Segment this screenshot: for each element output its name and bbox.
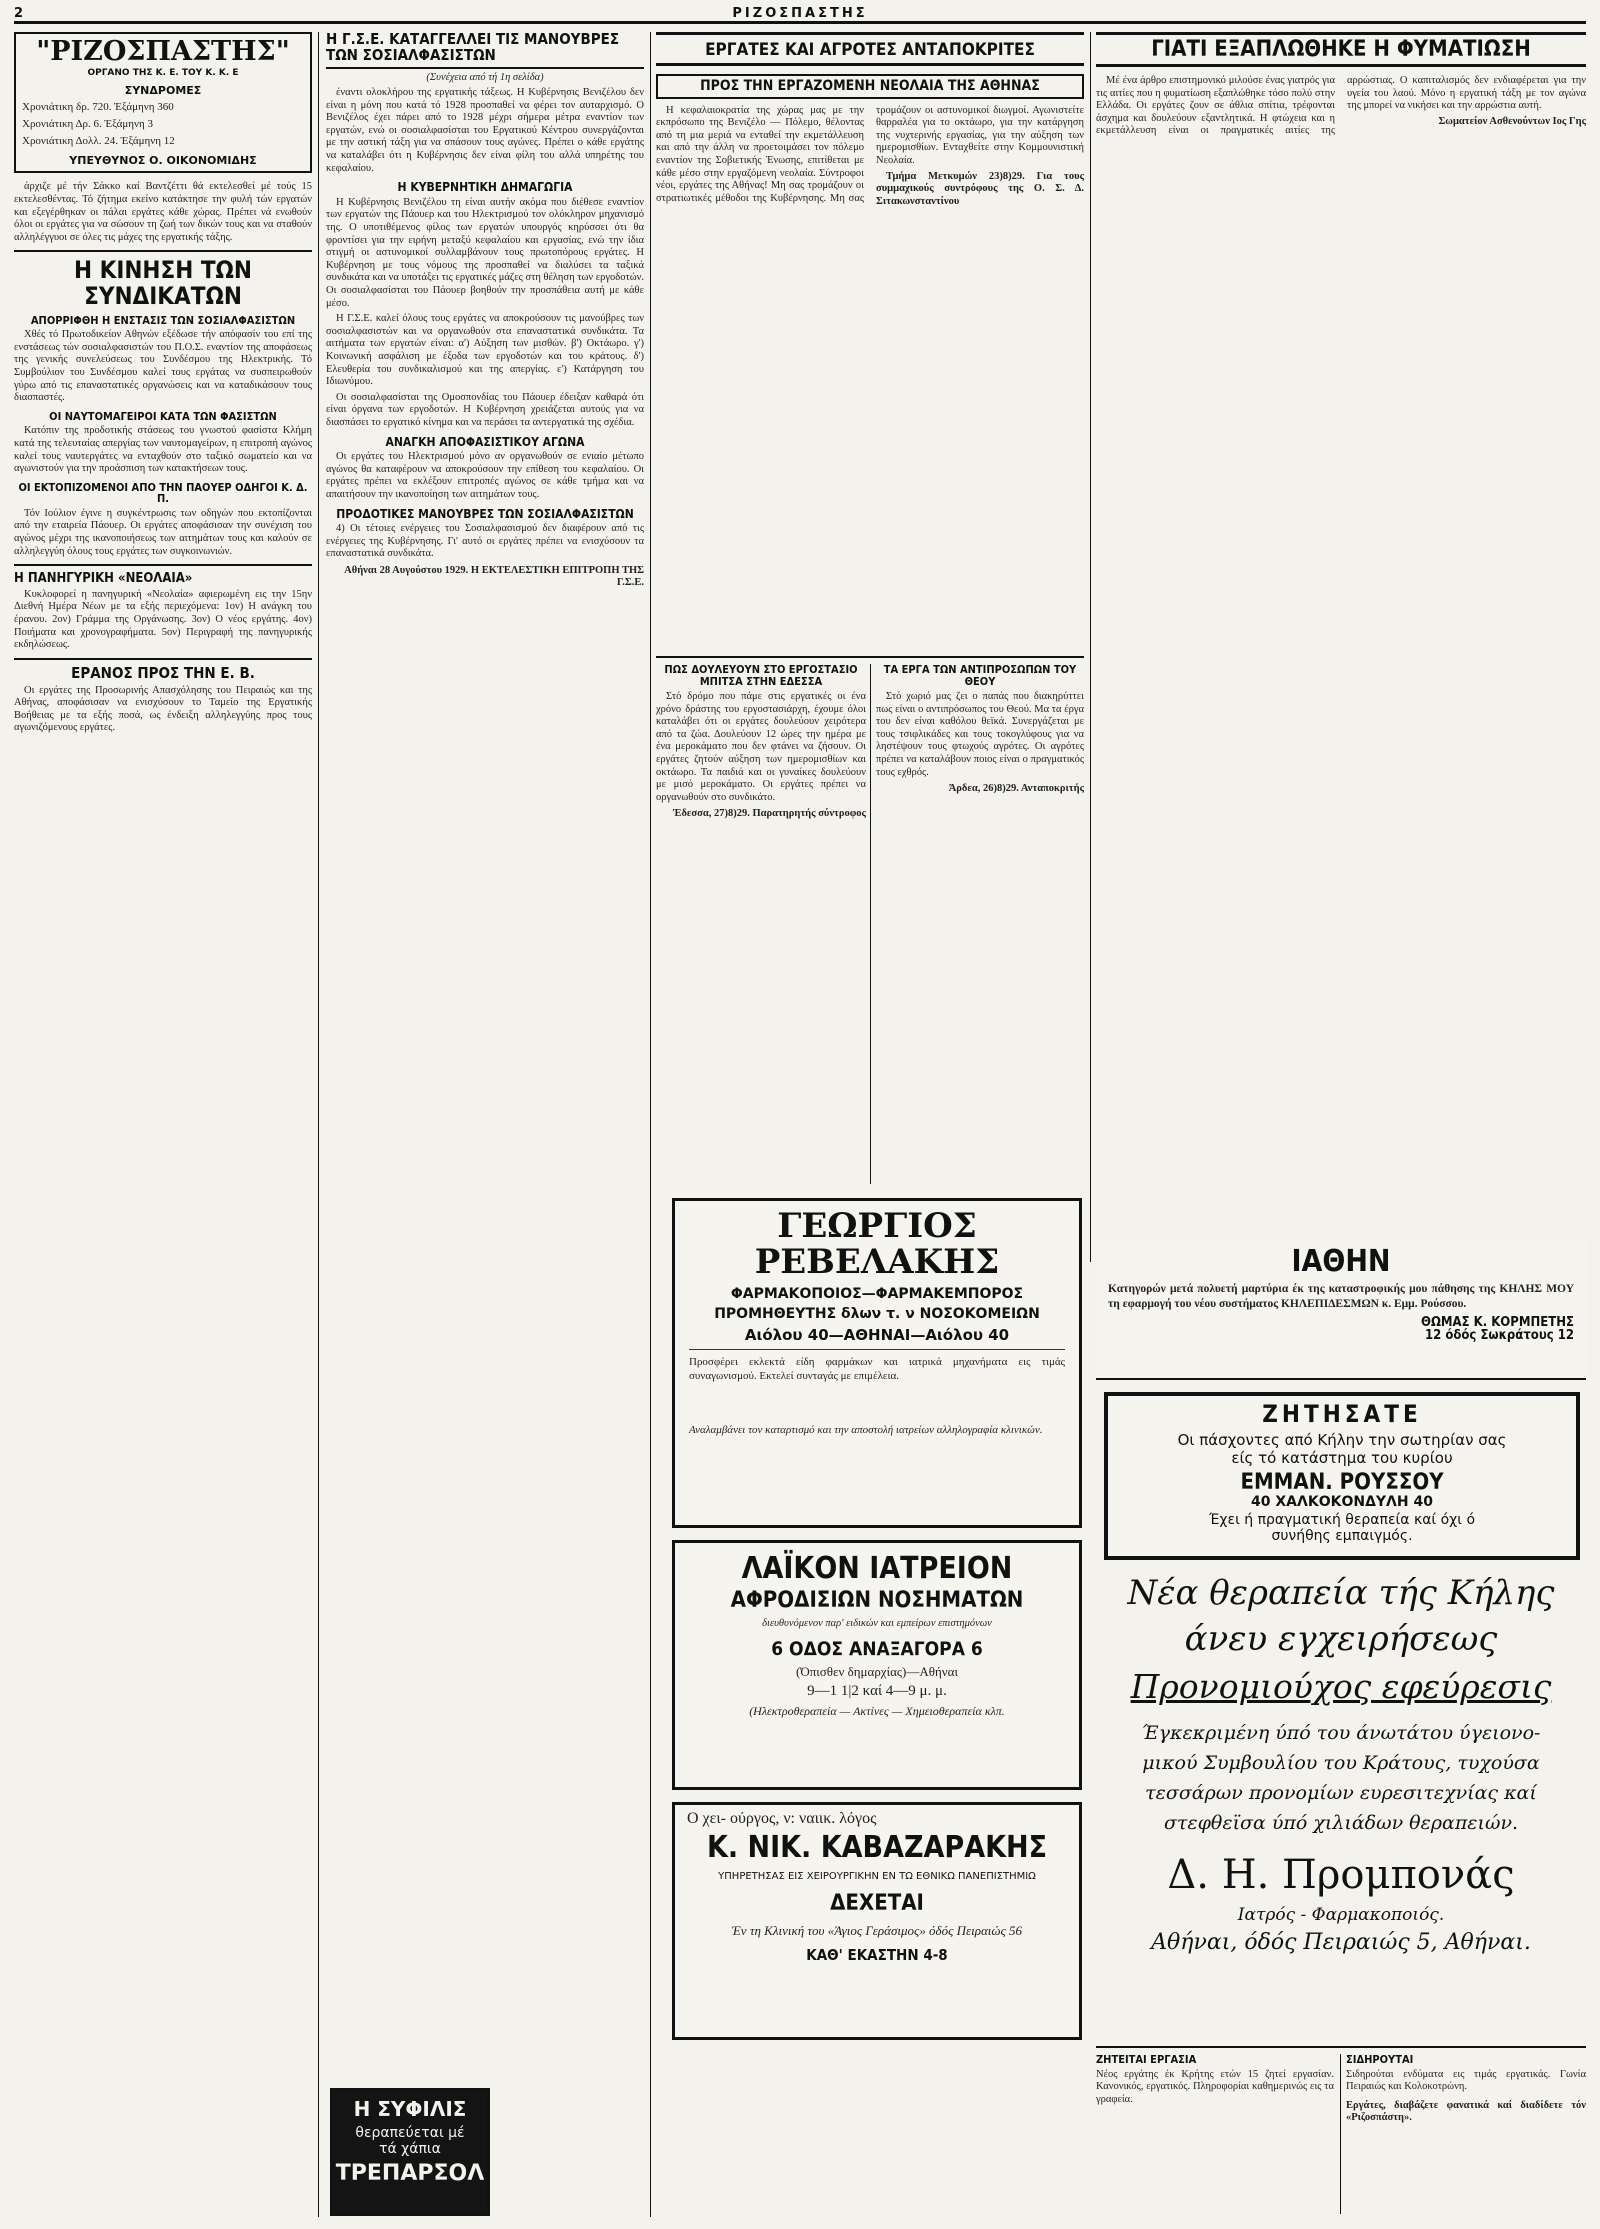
nea-line: άνευ εγχειρήσεως [1184,1619,1498,1659]
column-rule [870,664,871,1184]
newspaper-name: ΡΙΖΟΣΠΑΣΤΗΣ [732,6,868,21]
festive-neolaia-title: Η ΠΑΝΗΓΥΡΙΚΗ «ΝΕΟΛΑΙΑ» [14,571,193,587]
correspondents-band: ΕΡΓΑΤΕΣ ΚΑΙ ΑΓΡΟΤΕΣ ΑΝΤΑΠΟΚΡΙΤΕΣ [656,32,1084,66]
zitisate-line: είς τό κατάστημα του κυρίου [1231,1449,1453,1468]
syfilis-ad [330,2088,490,2216]
god-reps-text: Στό χωριό μας ζει ο παπάς που διακηρύττει πως είναι ο αντιπρόσωπος του Θεού. Μα τα έργα του δεν είναι καθόλου θεϊκά. Συνεργάζεται με τους τσιφλικάδες και τους τοκογλύφους για να ληστέψουν τους φτωχούς αγρότες. Οι αγρότες πρέπει να καταλάβουν ποιος είναι ο πραγματικός τους εχθρός. [876,691,1084,778]
classified-left-text: Νέος εργάτης έκ Κρήτης ετών 15 ζητεί εργασίαν. Κανονικός, εργατικός. Πληροφορίαι καθημερινώς εις τα γραφεία. [1096,2068,1334,2105]
rebelakis-footer: Αναλαμβάνει τον καταρτισμό και την αποστολή ιατρείων αλληλογραφία κλινικών. [689,1424,1043,1437]
zitisate-name: ΕΜΜΑΝ. ΡΟΥΣΣΟΥ [1240,1470,1444,1496]
god-reps-signature: Άρδεα, 26)8)29. Ανταποκριτής [948,783,1084,795]
festive-neolaia-text: Κυκλοφορεί η πανηγυρική «Νεολαία» αφιερωμένη εις την 15ην Διεθνή Ημέρα Νέων με τα εξής περιεχόμενα: 1ον) Η ανάγκη του έρανου. 2ον) Γράμμα της Οργάνωσης. 3ον) Ο νέος εργάτης. 4ον) Ποιήματα και χρονογραφήματα. 5ον) Περιγραφή της πανηγυρικής εκδηλώσεως. [14,588,312,651]
section-rule [656,656,1084,658]
nea-address: Αθήναι, όδός Πειραιώς 5, Αθήναι. [1151,1930,1531,1955]
laiko-subtitle: ΑΦΡΟΔΙΣΙΩΝ ΝΟΣΗΜΑΤΩΝ [730,1587,1024,1613]
subscription-line: Χρονιάτικη Δολλ. 24. Έξάμηνη 12 [22,135,175,148]
nea-line: Νέα θεραπεία τής Κήλης [1127,1573,1555,1613]
laiko-hours: 9—1 1|2 καί 4—9 μ. μ. [807,1682,947,1699]
syfilis-ad-title: Η ΣΥΦΙΛΙΣ [353,2097,467,2121]
nea-line: Έγκεκριμένη ύπό του άνωτάτου ύγειονο- [1141,1722,1541,1744]
iathin-ad [1096,1240,1586,1380]
subscription-line: Χρονιάτικη δρ. 720. Έξάμηνη 360 [22,101,174,114]
nea-doctor-name: Δ. Η. Προμπονάς [1167,1852,1515,1898]
gse-article-title: Η Γ.Σ.Ε. ΚΑΤΑΓΓΕΛΛΕΙ ΤΙΣ ΜΑΝΟΥΒΡΕΣ ΤΩΝ ΣΟΣΙΑΛΦΑΣΙΣΤΩΝ [326,32,644,69]
column-2 [326,32,644,2222]
rebelakis-text: Προσφέρει εκλεκτά είδη φαρμάκων και ιατρικά μηχανήματα εις τιμάς συναγωνισμού. Εκτελεί συνταγάς με επιμέλεια. [689,1356,1065,1383]
unions-item-title: ΟΙ ΕΚΤΟΠΙΖΟΜΕΝΟΙ ΑΠΟ ΤΗΝ ΠΑΟΥΕΡ ΟΔΗΓΟΙ Κ. Δ. Π. [18,480,308,506]
tuberculosis-text: Μέ ένα άρθρο επιστημονικό μιλούσε ένας γιατρός για τις αιτίες που η φυματίωση εξαπλώθηκε τόσο πολύ στην Ελλάδα. Οι εργάτες ζουν σε άθλια σπίτια, τρέφονται άσχημα και δουλεύουν εξαντλητικά. Η φτώχεια και η εκμετάλλευση είναι οι πραγματικές αιτίες της αρρώστιας. Ο καπιταλισμός δεν ενδιαφέρεται για την υγεία του λαού. Μόνο η εργατική τάξη με τον αγώνα της μπορεί να νικήσει και την αρρώστια αυτή. Σωματείον Ασθενούντων Ιος Γης [1096,75,1586,137]
nea-line: μικού Συμβουλίου του Κράτους, τυχούσα [1142,1752,1540,1774]
classified-right-title: ΣΙΔΗΡΟΥΤΑΙ [1346,2054,1414,2066]
nea-line: Προνομιούχος εφεύρεσις [1130,1667,1552,1706]
rebelakis-line: ΦΑΡΜΑΚΟΠΟΙΟΣ—ΦΑΡΜΑΚΕΜΠΟΡΟΣ [730,1286,1024,1303]
laiko-address: 6 ΟΔΟΣ ΑΝΑΞΑΓΟΡΑ 6 [771,1638,983,1661]
column-rule [650,32,651,2217]
classified-left [1096,2054,1334,2214]
syfilis-ad-line: τά χάπια [379,2141,441,2157]
edessa-article [656,664,866,1184]
col1-top-text: άρχιζε μέ τήν Σάκκο καί Βαντζέττι θά εκτελεσθεί μέ τούς 15 εκτελεσθέντας. Τό ζήτημα εκείνο κατάκτησε την φυλή τών εργατών και εξεγέρθηκαν οι πάλαι εργάτες κάθε χώρας. Πρέπει νά ενωθούν όλοι οι εργάτες για να σώσουν τη ζωή των δικών τους και να σταθούν αλληλέγγυοι σε όλες τις μάχες της εργατικής τάξης. [14,181,312,243]
unions-item-title: ΟΙ ΝΑΥΤΟΜΑΓΕΙΡΟΙ ΚΑΤΑ ΤΩΝ ΦΑΣΙΣΤΩΝ [49,409,277,423]
kabazarakis-top: Ο χει- ούργος, ν: ναιικ. λόγος [687,1810,877,1827]
unions-item-title: ΑΠΟΡΡΙΦΘΗ Η ΕΝΣΤΑΣΙΣ ΤΩΝ ΣΟΣΙΑΛΦΑΣΙΣΤΩΝ [30,313,296,327]
god-reps-title: ΤΑ ΕΡΓΑ ΤΩΝ ΑΝΤΙΠΡΟΣΩΠΩΝ ΤΟΥ ΘΕΟΥ [883,664,1077,688]
iathin-signature: ΘΩΜΑΣ Κ. ΚΟΡΜΠΕΤΗΣ [1421,1314,1574,1330]
rebelakis-address: Αιόλου 40—ΑΘΗΝΑΙ—Αιόλου 40 [744,1326,1010,1345]
classified-right [1346,2054,1586,2214]
gse-text: 4) Οι τέτοιες ενέργειες του Σοσιαλφασισμού δεν διαφέρουν από τις ενέργειες της Κυβέρνησης. Γι' αυτό οι εργάτες πρέπει να ενισχύσουν τα επαναστατικά συνδικάτα. [326,523,644,560]
section-rule [1096,2046,1586,2048]
gse-text: Οι σοσιαλφασίσται της Ομοσπονδίας του Πάουερ έδειξαν καθαρά ότι είναι όργανα των εργοδοτών. Η Κυβέρνηση χρειάζεται αυτούς για να διασπάσει το εργατικό κίνημα και να περάσει τα αντεργατικά της σχέδια. [326,391,644,428]
edessa-title: ΠΩΣ ΔΟΥΛΕΥΟΥΝ ΣΤΟ ΕΡΓΟΣΤΑΣΙΟ ΜΠΙΤΣΑ ΣΤΗΝ ΕΔΕΣΣΑ [664,664,858,688]
neolaia-letter [656,74,1084,649]
rebelakis-line: ΠΡΟΜΗΘΕΥΤΗΣ δλων τ. ν ΝΟΣΟΚΟΜΕΙΩΝ [714,1306,1040,1323]
gse-text: Η Γ.Σ.Ε. καλεί όλους τους εργάτες να αποκρούσουν τις μανούβρες των σοσιαλφασιστών και να οργανωθούν στα επαναστατικά συνδικάτα. Τα αιτήματα των εργατών είναι: α') Αύξηση των μισθών. β') Οκτάωρο. γ') Κοινωνική ασφάλιση με έξοδα των εργοδοτών και του κράτους. δ') Ελευθερία του συνδικαλισμού και της απεργίας. ε') Κατάργηση του Ιδιωνύμου. [326,313,644,388]
kabazarakis-name: Κ. ΝΙΚ. ΚΑΒΑΖΑΡΑΚΗΣ [706,1829,1048,1865]
unions-item-text: Τόν Ιούλιον έγινε η συγκέντρωσις των οδηγών που εκτοπίζονται από την εταιρεία Πάουερ. Οι εργάτες αποφάσισαν την συνέχιση του αγώνος μέχρι της ικανοποιήσεως των αιτημάτων τους και καλούν σε αλληλεγγύη όλους τους εργάτες των συγκοινωνιών. [14,507,312,557]
tuberculosis-title: ΓΙΑΤΙ ΕΞΑΠΛΩΘΗΚΕ Η ΦΥΜΑΤΙΩΣΗ [1096,32,1586,67]
subscriptions-title: ΣΥΝΔΡΟΜΕΣ [124,84,202,98]
unions-item-text: Χθές τό Πρωτοδικείον Αθηνών εξέδωσε τήν απόφασίν του επί της ενστάσεως τών σοσιαλφασιστών του Π.Ο.Σ. εναντίον της αποφάσεως της γενικής συνελεύσεως του Συνδέσμου της Ηλεκτρικής. Τό Συμβούλιον του Συνδέσμου καλεί τους εργάτας να συσπειρωθούν γύρω από τις επαναστατικές οργανώσεις και να καταδικάσουν τους διασπαστές. [14,329,312,404]
kabazarakis-hours: ΚΑΘ' ΕΚΑΣΤΗΝ 4-8 [806,1945,948,1964]
nea-doctor-title: Ιατρός - Φαρμακοποιός. [1237,1905,1445,1925]
classified-left-title: ΖΗΤΕΙΤΑΙ ΕΡΓΑΣΙΑ [1096,2054,1197,2066]
tuberculosis-article [1096,32,1586,1232]
page-number: 2 [14,6,24,21]
rebelakis-name: ΓΕΩΡΓΙΟΣ ΡΕΒΕΛΑΚΗΣ [754,1206,1000,1282]
kabazarakis-line: Έν τη Κλινική του «Άγιος Γεράσιμος» όδός Πειραιώς 56 [731,1923,1023,1939]
neolaia-letter-title: ΠΡΟΣ ΤΗΝ ΕΡΓΑΖΟΜΕΝΗ ΝΕΟΛΑΙΑ ΤΗΣ ΑΘΗΝΑΣ [656,74,1084,99]
fundraising-text: Οι εργάτες της Προσωρινής Απασχόλησης του Πειραιώς και της Αθήνας, αποφάσισαν να ενισχύσουν το Ταμείο της Εργατικής Βοήθειας με τα εξής ποσά, ως ένδειξη αλληλεγγύης προς τους αγωνιζόμενους εργάτες. [14,684,312,734]
syfilis-ad-product: ΤΡΕΠΑΡΣΟΛ [335,2161,485,2186]
syfilis-ad-line: θεραπεύεται μέ [355,2125,465,2141]
zitisate-line: συνήθης εμπαιγμός. [1271,1528,1413,1545]
nea-therapeia-ad [1096,1570,1586,2040]
page-header [14,6,1586,24]
edessa-signature: Έδεσσα, 27)8)29. Παρατηρητής σύντροφος [673,808,866,820]
kabazarakis-receives: ΔΕΧΕΤΑΙ [830,1891,924,1917]
subscription-line: Χρονιάτικη Δρ. 6. Έξάμηνη 3 [22,118,154,131]
laiko-iatreio-ad [672,1540,1082,1790]
zitisate-line: Έχει ή πραγματική θεραπεία καί όχι ό [1208,1512,1476,1529]
gse-subheading: ΠΡΟΔΟΤΙΚΕΣ ΜΑΝΟΥΒΡΕΣ ΤΩΝ ΣΟΣΙΑΛΦΑΣΙΣΤΩΝ [336,506,634,521]
column-rule [318,32,319,2217]
gse-text: Η Κυβέρνησις Βενιζέλου τη είναι αυτήν ακόμα που διέθεσε εναντίον των εργατών της Πάουερ και του Ηλεκτρισμού τον ολόκληρον μηχανισμό της. Ο υποτιθέμενος φίλος των εργατών υπουργός κηρύσσει ότι θα φροντίσει για την ειρήνη μεταξύ κεφαλαίου και εργασίας, ενώ την ίδια στιγμή οι αστυνομικοί συλλαμβάνουν τους πρωτοπόρους εργάτες. Η Κυβέρνηση με τους νόμους της προσπαθεί να διαλύσει τα ταξικά συνδικάτα και να υποτάξει τις εργατικές μάζες στη θέληση των εργοδοτών. Οι σοσιαλφασίσται του Πάουερ βοηθούν την προσπάθεια αυτή με κάθε μέσο. [326,196,644,309]
unions-section-title: Η ΚΙΝΗΣΗ ΤΩΝ ΣΥΝΔΙΚΑΤΩΝ [74,256,252,310]
column-rule [1340,2054,1341,2214]
god-reps-article [876,664,1084,1184]
neolaia-letter-text: Η κεφαλαιοκρατία της χώρας μας με την εκπρόσωπο της Βενιζέλο — Πόλεμο, θέλοντας από τη μια μεριά να ενταθεί την εκμετάλλευση και από την άλλη να προετοιμάσει τον πόλεμο εναντίον της Σοβιετικής Ένωσης, επιτίθεται με κάθε μέσο στην εργαζόμενη νεολαία. Σύντροφοι νέοι, εργάτες της Αθήνας! Μη σας τρομάζουν οι στρατιωτικές μέθοδοι της Κυβέρνησης. Μη σας τρομάζουν οι αστυνομικοί διωγμοί. Αγωνιστείτε θαρραλέα για το οκτάωρο, για την κατάργηση της νυχτερινής εργασίας, για την αύξηση των ημερομισθίων. Ενταχθείτε στην Κομμουνιστική Νεολαία. Τμήμα Μετκυμών 23)8)29. Για τους συμμαχικούς συντρόφους της Ο. Σ. Δ. Σιτακωνσταντίνου [656,104,1084,207]
rebelakis-ad [672,1198,1082,1528]
iathin-address: 12 όδός Σωκράτους 12 [1424,1328,1574,1344]
zitisate-title: ΖΗΤΗΣΑΤΕ [1262,1400,1422,1428]
laiko-line: (Ηλεκτροθεραπεία — Ακτίνες — Χημειοθεραπεία κλπ. [749,1704,1005,1719]
gse-subheading: ΑΝΑΓΚΗ ΑΠΟΦΑΣΙΣΤΙΚΟΥ ΑΓΩΝΑ [385,434,585,449]
nea-line: στεφθεϊσα ύπό χιλιάδων θεραπειών. [1163,1812,1519,1834]
laiko-title: ΛΑΪΚΟΝ ΙΑΤΡΕΙΟΝ [741,1551,1013,1586]
zitisate-address: 40 ΧΑΛΚΟΚΟΝΔΥΛΗ 40 [1251,1494,1433,1511]
unions-item-text: Κατόπιν της προδοτικής στάσεως του γνωστού φασίστα Κλήμη κατά της τελευταίας απεργίας των ναυτομαγείρων, η επιτροπή αγώνος καλεί τους ναυτεργάτες να ενταχθούν στο ταξικό σωματείο και να αγωνιστούν για την προάσπιση των κατακτήσεων τους. [14,425,312,475]
iathin-title: ΙΑΘΗΝ [1291,1244,1391,1279]
column-rule [1090,32,1091,1262]
kabazarakis-ad [672,1802,1082,2040]
gse-signature: Αθήναι 28 Αυγούστου 1929. Η ΕΚΤΕΛΕΣΤΙΚΗ ΕΠΙΤΡΟΠΗ ΤΗΣ Γ.Σ.Ε. [344,564,644,589]
classified-right-note: Εργάτες, διαβάζετε φανατικά καί διαδίδετε τόν «Ριζοσπάστη». [1346,2099,1586,2124]
zitisate-ad [1104,1392,1580,1560]
continuation-note: (Συνέχεια από τή 1η σελίδα) [426,71,544,83]
subscriptions-lines [22,99,304,150]
gse-text: Οι εργάτες του Ηλεκτρισμού μόνο αν οργανωθούν σε ενιαίο μέτωπο αγώνος θα καταφέρουν να αποκρούσουν την επίθεση του κεφαλαίου. Οι εργάτες πρέπει να εκλέξουν επιτροπές αγώνος σε κάθε τμήμα και να απαιτήσουν την ικανοποίηση των αιτημάτων τους. [326,451,644,500]
masthead-subtitle: ΟΡΓΑΝΟ ΤΗΣ Κ. Ε. ΤΟΥ Κ. Κ. Ε [87,68,239,79]
laiko-line: διευθυνόμενον παρ' ειδικών και εμπείρων επιστημόνων [762,1617,992,1629]
edessa-text: Στό δρόμο που πάμε στις εργατικές οι ένα χρόνο δράστης του εργοστασιάρχη, έχουμε όλοι καταλάβει ότι οι εργάτες δουλεύουν χειρότερα από τα ζώα. Δουλεύουν 12 ώρες την ημέρα με ένα μεροκάματο που δεν φτάνει να ζήσουν. Οι εργάτες ζητούν αύξηση των ημερομισθίων και οκτάωρο. Τα παιδιά και οι γυναίκες δουλεύουν με μισό μεροκάματο. Οι εργάτες πρέπει να οργανωθούν στο συνδικάτο. [656,691,866,803]
masthead-title: "ΡΙΖΟΣΠΑΣΤΗΣ" [36,36,290,67]
nea-line: τεσσάρων προνομίων ευρεσιτεχνίας καί [1145,1782,1537,1804]
kabazarakis-line: ΥΠΗΡΕΤΗΣΑΣ ΕΙΣ ΧΕΙΡΟΥΡΓΙΚΗΝ ΕΝ ΤΩ ΕΘΝΙΚΩ ΠΑΝΕΠΙΣΤΗΜΙΩ [718,1871,1036,1883]
classified-right-text: Σιδηρούται ενδύματα εις τιμάς εργατικάς. Γωνία Πειραιώς και Κολοκοτρώνη. [1346,2068,1586,2093]
fundraising-title: ΕΡΑΝΟΣ ΠΡΟΣ ΤΗΝ Ε. Β. [71,663,255,682]
iathin-text: Κατηγορών μετά πολυετή μαρτύρια έκ της καταστροφικής μου πάθησης της ΚΗΛΗΣ ΜΟΥ τη εφαρμογή του νέου συστήματος ΚΗΛΕΠΙΔΕΣΜΩΝ κ. Εμμ. Ρούσσου. [1108,1282,1574,1310]
column-1 [14,32,312,2222]
zitisate-line: Οι πάσχοντες από Κήλην την σωτηρίαν σας [1177,1431,1507,1450]
gse-text: έναντι ολοκλήρου της εργατικής τάξεως. Η Κυβέρνησις Βενιζέλου δεν είναι η μόνη που κατά τό 1928 προσπαθεί να φέρει τον αυταρχισμό. Ο Βενιζέλος έχει πάρει από το 1928 μέχρι σήμερα μέτρα εναντίον των εργατών, ενώ οι σοσιαλφασίσται του Εργατικού Κέντρου συνεργάζονται με την αστική τάξη για να σπάσουν τους αγώνες. Πρέπει ο κάθε εργάτης να καταλάβει ότι η Κυβέρνησις δεν είναι φίλη του αλλά υπηρέτης του κεφαλαίου. [326,87,644,174]
editor-line: ΥΠΕΥΘΥΝΟΣ Ο. ΟΙΚΟΝΟΜΙΔΗΣ [69,154,257,168]
laiko-line: (Όπισθεν δημαρχίας)—Αθήναι [796,1664,958,1680]
gse-subheading: Η ΚΥΒΕΡΝΗΤΙΚΗ ΔΗΜΑΓΩΓΙΑ [397,180,573,195]
masthead [14,32,312,173]
